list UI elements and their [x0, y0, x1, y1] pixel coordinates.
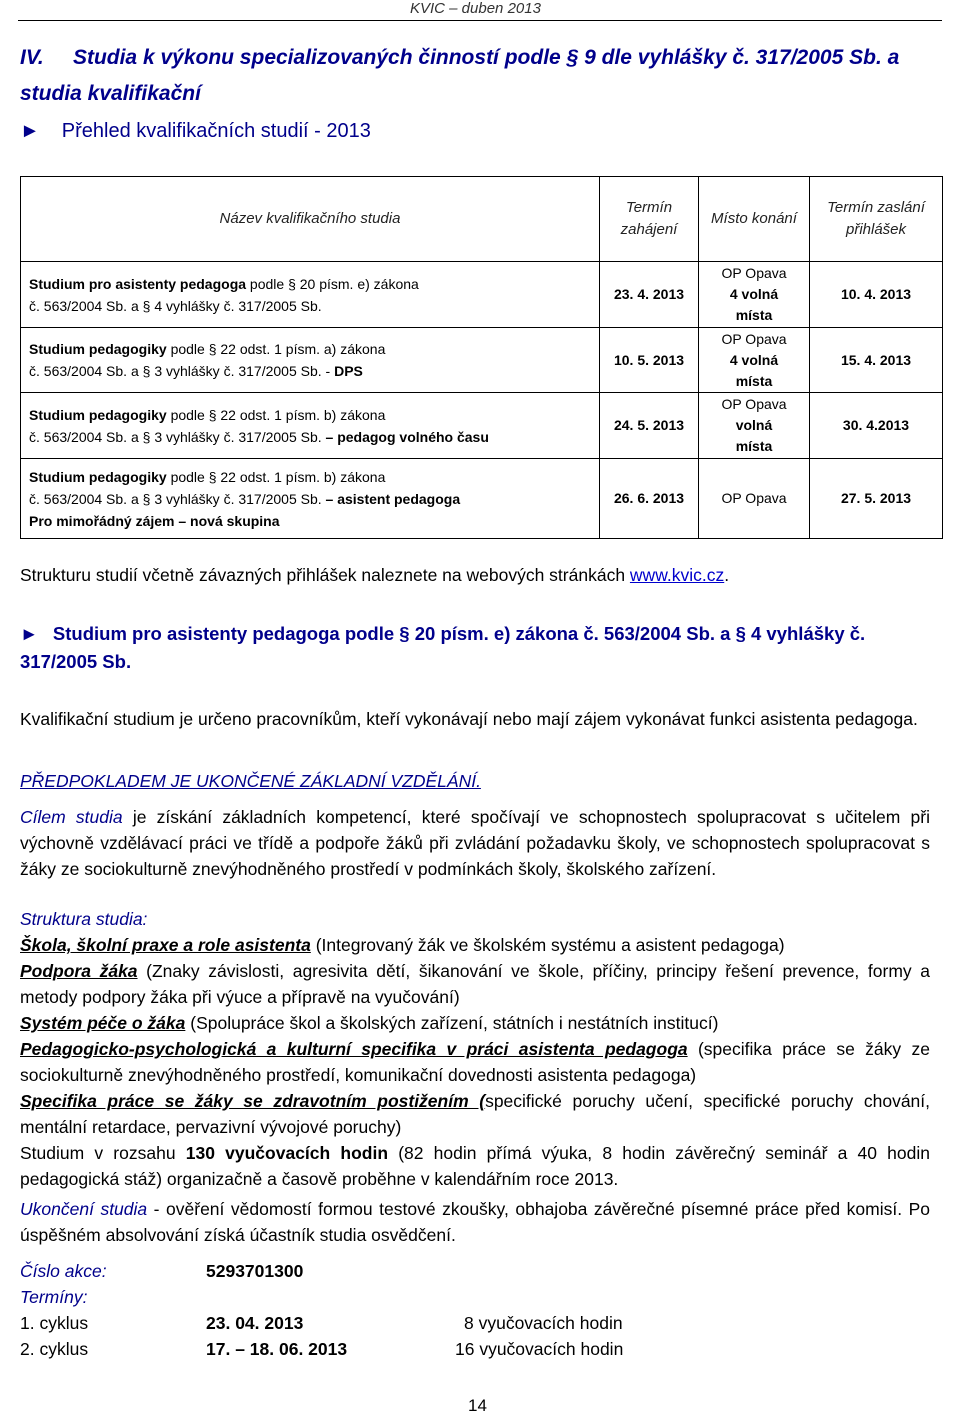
table-row	[21, 328, 943, 393]
place-capacity: 4 volná	[729, 351, 779, 368]
course-name-rest: podle § 22 odst. 1 písm. b) zákona	[166, 406, 386, 423]
scope-post: (82 hodin přímá výuka, 8 hodin závěrečný seminář a 40 hodin pedagogická stáž) organizačně a časově proběhne v kalendářním roce 2013.	[20, 1143, 930, 1189]
place-cell: OP Opava	[699, 459, 810, 539]
arrow-right-icon: ►	[20, 120, 40, 142]
place-capacity-unit: místa	[735, 438, 773, 454]
cycle-label: 1. cyklus	[20, 1313, 89, 1333]
course-name-rest: podle § 20 písm. e) zákona	[246, 275, 419, 292]
module-title: Škola, školní praxe a role asistenta	[20, 935, 311, 955]
course-name-cell	[21, 262, 600, 328]
structure-note-end: .	[724, 565, 730, 585]
place-cell	[699, 393, 810, 459]
course-name-line2: č. 563/2004 Sb. a § 3 vyhlášky č. 317/2005 Sb.	[29, 490, 326, 507]
course-name-cell	[21, 393, 600, 459]
module-item	[20, 1088, 930, 1140]
place-capacity: 4 volná	[729, 286, 779, 302]
start-date-cell: 23. 4. 2013	[600, 262, 699, 328]
ending-text: - ověření vědomostí formou testové zkoušky, obhajoba závěrečné písemné práce před komisí. Po úspěšném absolvování získá účastník studia osvědčení.	[20, 1199, 930, 1245]
module-desc: (Integrovaný žák ve školském systému a asistent pedagoga)	[310, 935, 785, 955]
ending-label: Ukončení studia	[20, 1199, 148, 1219]
module-title: Systém péče o žáka	[20, 1013, 186, 1033]
place-cell	[699, 328, 810, 393]
deadline-cell: 10. 4. 2013	[810, 262, 943, 328]
course-name-line2: č. 563/2004 Sb. a § 4 vyhlášky č. 317/2005 Sb.	[29, 297, 322, 314]
course-name-line2: č. 563/2004 Sb. a § 3 vyhlášky č. 317/2005 Sb.	[29, 428, 326, 445]
module-title: Specifika práce se žáky se zdravotním postižením (	[20, 1091, 486, 1111]
place-capacity-unit: místa	[735, 372, 773, 389]
place-capacity: volná	[735, 417, 773, 433]
module-item	[20, 932, 930, 958]
terms-label	[20, 1284, 930, 1310]
cycle-hours: 16 vyučovacích hodin	[455, 1339, 624, 1359]
place-name: OP Opava	[721, 330, 787, 347]
place-name: OP Opava	[721, 265, 787, 281]
module-item	[20, 958, 930, 1010]
start-date-cell: 24. 5. 2013	[600, 393, 699, 459]
kvic-website-link[interactable]: www.kvic.cz	[629, 565, 725, 585]
section-title-text: Studia k výkonu specializovaných činností podle § 9 dle vyhlášky č. 317/2005 Sb. a studia kvalifikační	[20, 46, 900, 105]
module-desc: (Znaky závislosti, agresivita dětí, šikanování ve škole, příčiny, principy řešení prevence, formy a metody podpory žáka při výuce a přípravě na vyučování)	[20, 961, 931, 1007]
terms-label-text: Termíny:	[20, 1287, 88, 1307]
course-name-cell	[21, 328, 600, 393]
modules-list	[20, 932, 930, 1192]
course-name-line2: č. 563/2004 Sb. a § 3 vyhlášky č. 317/2005 Sb. -	[29, 363, 335, 379]
course-name-bold: Studium pro asistenty pedagoga	[29, 275, 247, 292]
col-header-start: Termín zahájení	[600, 177, 699, 262]
section-number: IV.	[20, 46, 44, 69]
course-name-bold: Studium pedagogiky	[29, 468, 167, 485]
section-title	[20, 40, 930, 112]
course-type: – asistent pedagoga	[325, 490, 461, 507]
col-header-name: Název kvalifikačního studia	[21, 177, 600, 262]
overview-title: Přehled kvalifikačních studií - 2013	[61, 120, 371, 142]
course-name-bold: Studium pedagogiky	[29, 406, 167, 423]
module-item	[20, 1010, 930, 1036]
structure-label-text: Struktura studia:	[20, 909, 148, 929]
course-title-line2: 317/2005 Sb.	[20, 651, 132, 672]
prerequisite: PŘEDPOKLADEM JE UKONČENÉ ZÁKLADNÍ VZDĚLÁNÍ.	[20, 771, 481, 791]
action-number: 5293701300	[206, 1261, 304, 1281]
structure-note	[20, 562, 930, 588]
course-name-bold: Studium pedagogiky	[29, 341, 167, 357]
place-name: OP Opava	[721, 396, 787, 412]
course-heading	[20, 620, 930, 676]
courses-table	[20, 176, 943, 539]
table-header-row	[21, 177, 943, 262]
course-goal	[20, 804, 930, 882]
course-type: – pedagog volného času	[325, 428, 489, 445]
deadline-cell: 15. 4. 2013	[810, 328, 943, 393]
table-row	[21, 393, 943, 459]
action-label: Číslo akce:	[20, 1261, 107, 1281]
cycle-date: 23. 04. 2013	[206, 1313, 304, 1333]
scope-pre: Studium v rozsahu	[20, 1143, 186, 1163]
start-date-cell: 10. 5. 2013	[600, 328, 699, 393]
module-title: Podpora žáka	[20, 961, 138, 981]
goal-label: Cílem studia	[20, 807, 123, 827]
running-header: KVIC – duben 2013	[410, 0, 541, 17]
course-title-line1: Studium pro asistenty pedagoga podle § 20 písm. e) zákona č. 563/2004 Sb. a § 4 vyhlášky č.	[52, 623, 866, 644]
course-intro: Kvalifikační studium je určeno pracovníkům, kteří vykonávají nebo mají zájem vykonávat funkci asistenta pedagoga.	[20, 709, 918, 729]
goal-text: je získání základních kompetencí, které spočívají ve schopnostech spolupracovat s učitelem při výchovně vzdělávací práci ve třídě a podpoře žáků při zvládání požadavku školy, ve schopnostech spolupracovat s žáky ze sociokulturně znevýhodněného prostředí v podmínkách školy, školského zařízení.	[20, 807, 931, 879]
deadline-cell: 27. 5. 2013	[810, 459, 943, 539]
cycle-row	[20, 1310, 930, 1336]
course-name-cell	[21, 459, 600, 539]
module-title: Pedagogicko-psychologická a kulturní specifika v práci asistenta pedagoga	[20, 1039, 688, 1059]
module-item	[20, 1036, 930, 1088]
table-row	[21, 459, 943, 539]
course-scope	[20, 1140, 930, 1192]
place-cell	[699, 262, 810, 328]
deadline-cell: 30. 4.2013	[810, 393, 943, 459]
col-header-deadline: Termín zaslání přihlášek	[810, 177, 943, 262]
module-desc: (specifika práce se žáky ze sociokulturně znevýhodněného prostředí, komunikační dovednosti asistenta pedagoga)	[20, 1039, 930, 1085]
module-desc: (Spolupráce škol a školských zařízení, státních i nestátních institucí)	[185, 1013, 719, 1033]
course-name-rest: podle § 22 odst. 1 písm. b) zákona	[166, 468, 386, 485]
place-capacity-unit: místa	[735, 307, 773, 323]
cycle-row	[20, 1336, 930, 1362]
course-note: Pro mimořádný zájem – nová skupina	[29, 512, 280, 529]
cycle-hours: 8 vyučovacích hodin	[464, 1313, 623, 1333]
table-row	[21, 262, 943, 328]
course-ending	[20, 1196, 930, 1248]
col-header-place: Místo konání	[699, 177, 810, 262]
cycle-label: 2. cyklus	[20, 1339, 89, 1359]
start-date-cell: 26. 6. 2013	[600, 459, 699, 539]
scope-hours: 130 vyučovacích hodin	[185, 1143, 389, 1163]
overview-heading	[20, 120, 371, 143]
course-type: DPS	[334, 363, 363, 379]
structure-label	[20, 906, 930, 932]
cycle-date: 17. – 18. 06. 2013	[206, 1339, 348, 1359]
page-number: 14	[468, 1396, 487, 1415]
action-number-row	[20, 1258, 930, 1284]
arrow-right-icon: ►	[20, 623, 39, 644]
header-rule	[18, 20, 942, 21]
course-name-rest: podle § 22 odst. 1 písm. a) zákona	[166, 341, 386, 357]
structure-note-text: Strukturu studií včetně závazných přihlášek naleznete na webových stránkách	[20, 565, 630, 585]
module-desc: specifické poruchy učení, specifické poruchy chování, mentální retardace, pervazivní vývojové poruchy)	[20, 1091, 931, 1137]
